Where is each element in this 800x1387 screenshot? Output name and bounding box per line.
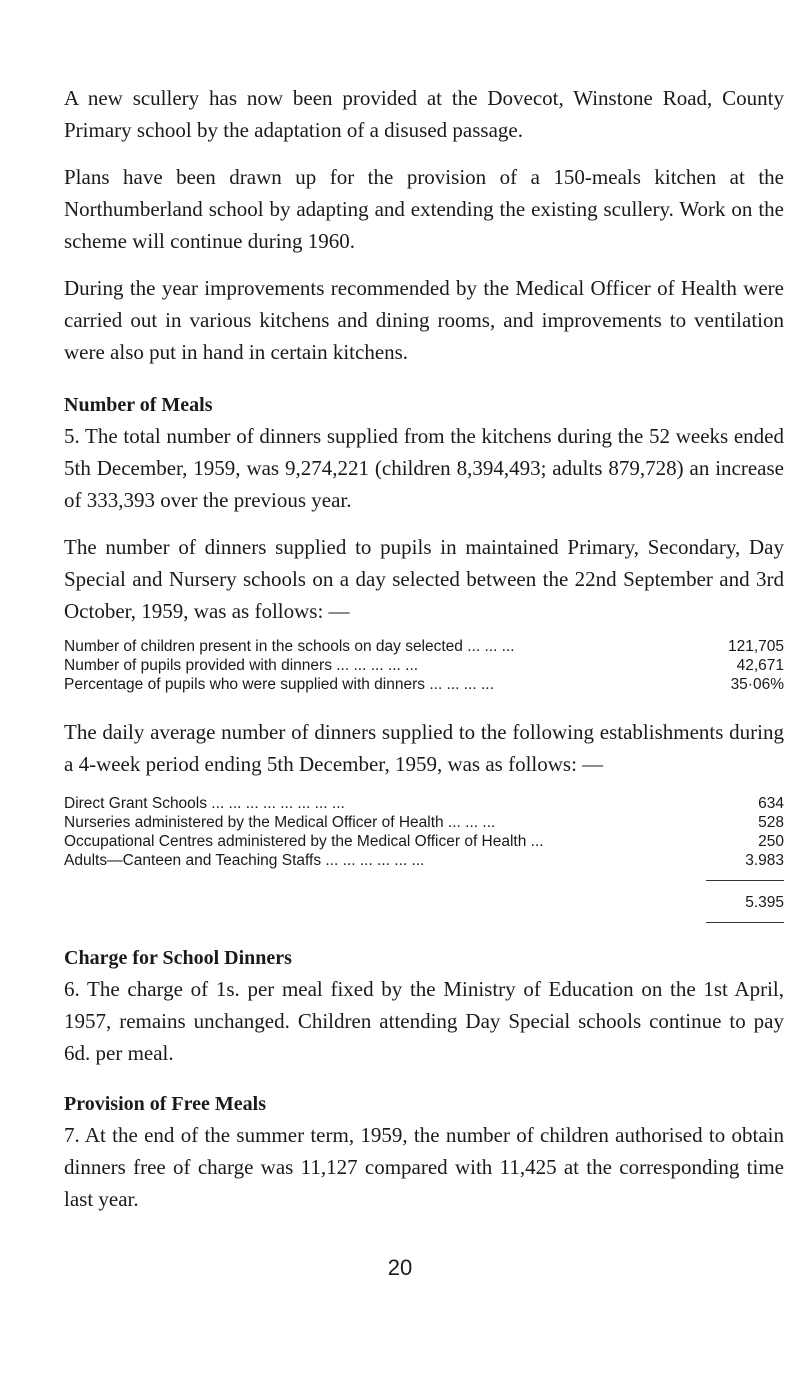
row-value: 634 bbox=[758, 795, 784, 812]
table-row bbox=[64, 813, 784, 832]
table-row bbox=[64, 794, 784, 813]
row-label: Adults—Canteen and Teaching Staffs ... ... ... ... ... ... bbox=[64, 852, 425, 869]
row-label: Number of pupils provided with dinners ... ... ... ... ... bbox=[64, 657, 419, 674]
page-number: 20 bbox=[387, 1255, 413, 1280]
paragraph-total-dinners: 5. The total number of dinners supplied from the kitchens during the 52 weeks ended 5th December, 1959, was 9,274,221 (children 8,394,493; adults 879,728) an increase of 333,393 over the previous year. bbox=[64, 424, 784, 512]
table-row bbox=[64, 656, 784, 675]
row-label: Number of children present in the schools on day selected ... ... ... bbox=[64, 638, 515, 655]
row-value: 250 bbox=[758, 833, 784, 850]
row-value: 35·06% bbox=[730, 676, 784, 693]
paragraph-scullery: A new scullery has now been provided at the Dovecot, Winstone Road, County Primary school by the adaptation of a disused passage. bbox=[64, 86, 784, 142]
row-label: Nurseries administered by the Medical Officer of Health ... ... ... bbox=[64, 814, 496, 831]
dinners-selected-day-table bbox=[64, 637, 784, 694]
heading-provision-of-free-meals: Provision of Free Meals bbox=[64, 1093, 266, 1115]
table-total: 5.395 bbox=[706, 880, 784, 912]
heading-number-of-meals: Number of Meals bbox=[64, 394, 213, 416]
paragraph-northumberland-kitchen: Plans have been drawn up for the provision of a 150-meals kitchen at the Northumberland school by adapting and extending the existing scullery. Work on the scheme will continue during 1960. bbox=[64, 165, 784, 253]
row-value: 3.983 bbox=[745, 852, 784, 869]
paragraph-improvements: During the year improvements recommended by the Medical Officer of Health were carried out in various kitchens and dining rooms, and improvements to ventilation were also put in hand in certain kitchens. bbox=[64, 276, 784, 364]
paragraph-dinners-selected-day: The number of dinners supplied to pupils in maintained Primary, Secondary, Day Special and Nursery schools on a day selected between the 22nd September and 3rd October, 1959, was as follows: — bbox=[64, 535, 784, 623]
table-row bbox=[64, 851, 784, 870]
paragraph-free-meals: 7. At the end of the summer term, 1959, the number of children authorised to obtain dinners free of charge was 11,127 compared with 11,425 at the corresponding time last year. bbox=[64, 1123, 784, 1211]
table-row bbox=[64, 675, 784, 694]
table-row bbox=[64, 832, 784, 851]
row-value: 121,705 bbox=[727, 638, 784, 655]
row-value: 42,671 bbox=[736, 657, 784, 674]
heading-charge-for-school-dinners: Charge for School Dinners bbox=[64, 947, 292, 969]
daily-average-table bbox=[64, 794, 784, 923]
paragraph-charge: 6. The charge of 1s. per meal fixed by the Ministry of Education on the 1st April, 1957, remains unchanged. Children attending Day Special schools continue to pay 6d. per meal. bbox=[64, 977, 784, 1065]
table-row bbox=[64, 637, 784, 656]
row-label: Occupational Centres administered by the Medical Officer of Health ... bbox=[64, 833, 544, 850]
row-value: 528 bbox=[758, 814, 784, 831]
row-label: Percentage of pupils who were supplied with dinners ... ... ... ... bbox=[64, 676, 494, 693]
document-page bbox=[64, 82, 784, 1215]
paragraph-daily-average: The daily average number of dinners supplied to the following establishments during a 4-week period ending 5th December, 1959, was as follows: — bbox=[64, 720, 784, 776]
row-label: Direct Grant Schools ... ... ... ... ... ... ... ... bbox=[64, 795, 345, 812]
total-row bbox=[64, 870, 784, 923]
